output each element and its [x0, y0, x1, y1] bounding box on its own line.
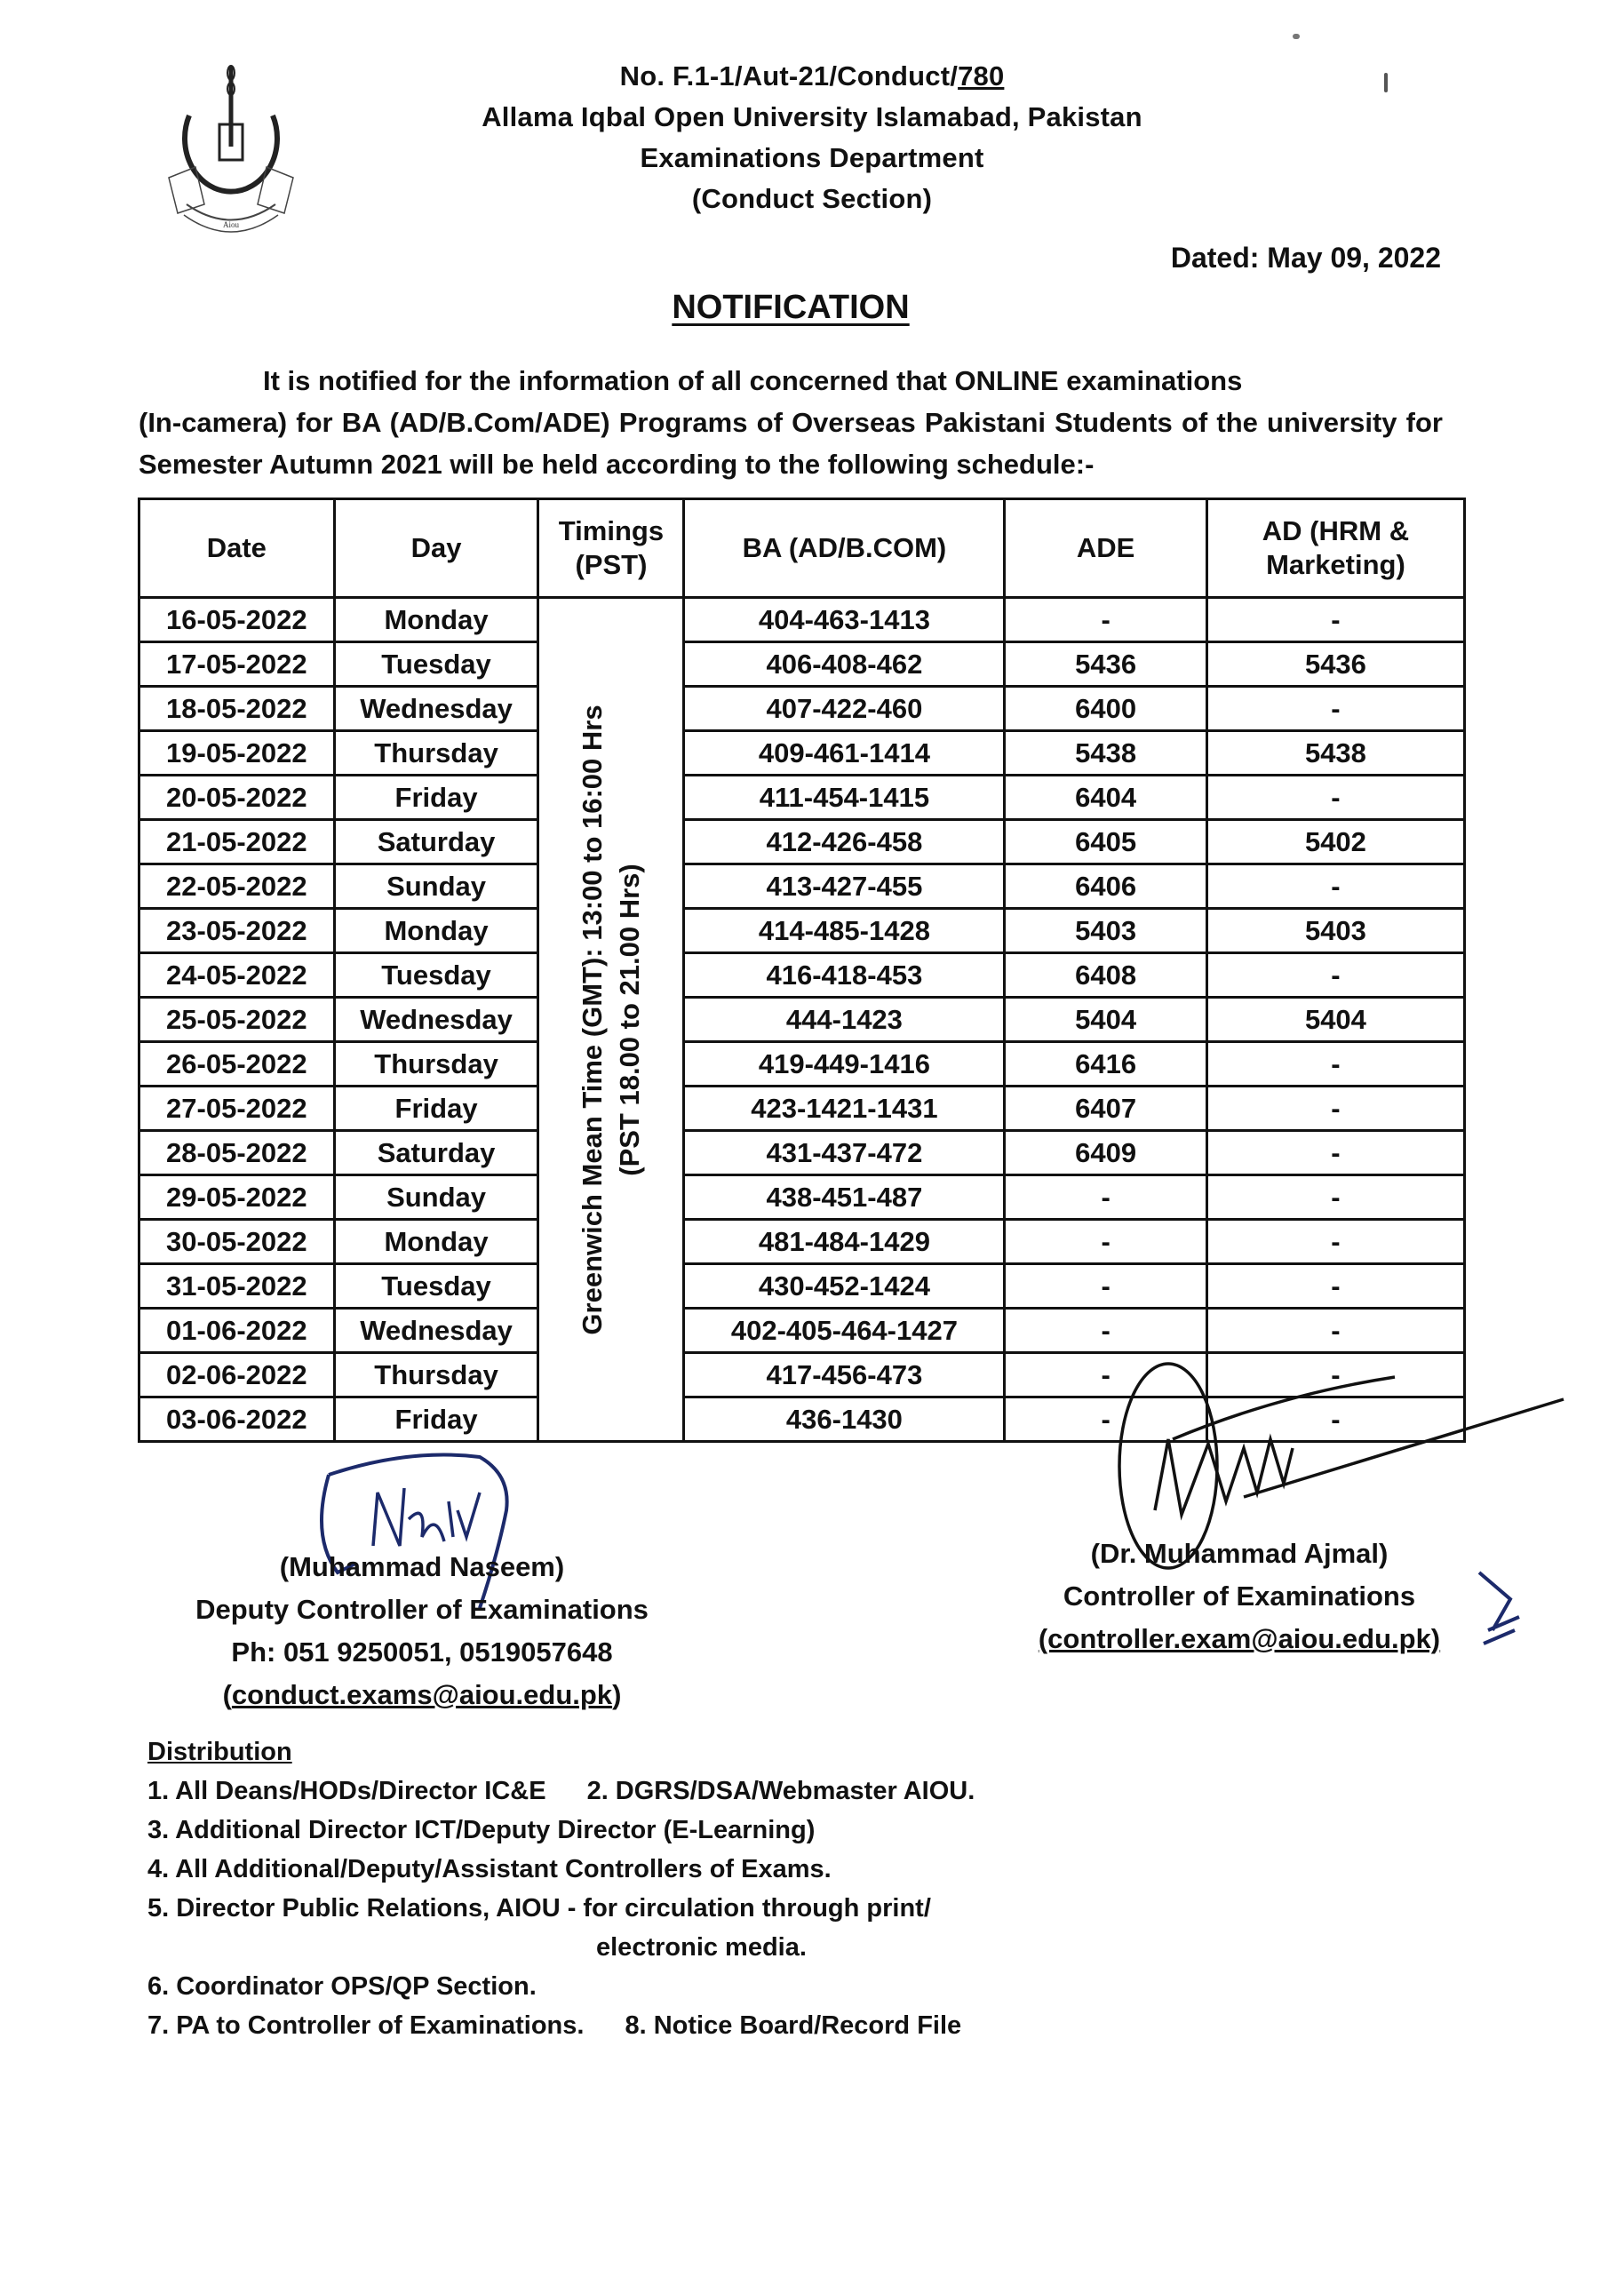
exam-schedule-table — [138, 498, 1466, 1443]
reference-prefix: No. F.1-1/Aut-21/Conduct/ — [619, 60, 959, 92]
cell-date: 25-05-2022 — [139, 998, 335, 1042]
signatory-name: (Dr. Muhammad Ajmal) — [1090, 1538, 1389, 1569]
distribution-item: 1. All Deans/HODs/Director IC&E — [147, 1777, 546, 1805]
cell-ba: 407-422-460 — [684, 687, 1005, 731]
distribution-item: 2. DGRS/DSA/Webmaster AIOU. — [586, 1777, 975, 1805]
signatory-name: (Muhammad Naseem) — [279, 1551, 565, 1582]
cell-ad: - — [1206, 953, 1464, 998]
controller-block — [1031, 1533, 1448, 1660]
cell-ade: 5404 — [1005, 998, 1207, 1042]
cell-date: 03-06-2022 — [139, 1397, 335, 1442]
cell-day: Tuesday — [334, 642, 538, 687]
table-row — [139, 998, 1465, 1042]
table-row — [139, 909, 1465, 953]
cell-day: Thursday — [334, 1353, 538, 1397]
svg-text:Aiou: Aiou — [223, 220, 239, 229]
cell-ade: - — [1005, 1397, 1207, 1442]
paren-open: ( — [222, 1679, 232, 1710]
scan-mark — [1384, 73, 1388, 92]
cell-ba: 436-1430 — [684, 1397, 1005, 1442]
cell-ad: - — [1206, 687, 1464, 731]
signatory-email-link[interactable]: (controller.exam@aiou.edu.pk) — [1038, 1623, 1441, 1654]
column-header-timings: Timings (PST) — [538, 499, 684, 598]
cell-ad: - — [1206, 1264, 1464, 1309]
cell-day: Tuesday — [334, 953, 538, 998]
table-row — [139, 953, 1465, 998]
cell-ade: 6400 — [1005, 687, 1207, 731]
table-row — [139, 1220, 1465, 1264]
timing-note — [574, 705, 649, 1334]
department-name: Examinations Department — [640, 142, 984, 173]
cell-date: 16-05-2022 — [139, 598, 335, 642]
distribution-item: 4. All Additional/Deputy/Assistant Controllers of Exams. — [147, 1855, 832, 1883]
cell-day: Monday — [334, 909, 538, 953]
cell-date: 22-05-2022 — [139, 864, 335, 909]
paren-close: ) — [612, 1679, 622, 1710]
column-header-ade: ADE — [1005, 499, 1207, 598]
cell-ade: 6409 — [1005, 1131, 1207, 1175]
cell-ad: - — [1206, 1087, 1464, 1131]
deputy-controller-block — [133, 1546, 711, 1716]
cell-ba: 416-418-453 — [684, 953, 1005, 998]
cell-ba: 431-437-472 — [684, 1131, 1005, 1175]
cell-ade: 6416 — [1005, 1042, 1207, 1087]
distribution-title: Distribution — [147, 1738, 292, 1766]
cell-ade: 6408 — [1005, 953, 1207, 998]
cell-date: 21-05-2022 — [139, 820, 335, 864]
cell-day: Tuesday — [334, 1264, 538, 1309]
cell-date: 17-05-2022 — [139, 642, 335, 687]
cell-date: 23-05-2022 — [139, 909, 335, 953]
cell-day: Wednesday — [334, 687, 538, 731]
cell-ade: 6406 — [1005, 864, 1207, 909]
cell-ade: - — [1005, 1264, 1207, 1309]
table-row — [139, 642, 1465, 687]
table-row — [139, 598, 1465, 642]
cell-ba: 438-451-487 — [684, 1175, 1005, 1220]
cell-ade: - — [1005, 1353, 1207, 1397]
distribution-item: 5. Director Public Relations, AIOU - for circulation through print/ — [147, 1894, 931, 1923]
cell-ba: 406-408-462 — [684, 642, 1005, 687]
cell-ba: 419-449-1416 — [684, 1042, 1005, 1087]
cell-date: 29-05-2022 — [139, 1175, 335, 1220]
distribution-item: 7. PA to Controller of Examinations. — [147, 2011, 585, 2040]
cell-date: 19-05-2022 — [139, 731, 335, 776]
column-header-ba: BA (AD/B.COM) — [684, 499, 1005, 598]
column-header-date: Date — [139, 499, 335, 598]
table-row — [139, 1175, 1465, 1220]
table-header-row — [139, 499, 1465, 598]
cell-ba: 414-485-1428 — [684, 909, 1005, 953]
table-row — [139, 864, 1465, 909]
cell-ad: - — [1206, 1353, 1464, 1397]
cell-ba: 402-405-464-1427 — [684, 1309, 1005, 1353]
cell-ad: - — [1206, 1397, 1464, 1442]
table-row — [139, 1264, 1465, 1309]
cell-ad: - — [1206, 1175, 1464, 1220]
cell-day: Sunday — [334, 1175, 538, 1220]
table-row — [139, 1042, 1465, 1087]
cell-date: 24-05-2022 — [139, 953, 335, 998]
distribution-item: 3. Additional Director ICT/Deputy Director (E-Learning) — [147, 1816, 816, 1844]
cell-date: 28-05-2022 — [139, 1131, 335, 1175]
signatory-designation: Deputy Controller of Examinations — [195, 1594, 649, 1625]
timing-note-pst: (PST 18.00 to 21.00 Hrs) — [613, 863, 645, 1176]
cell-day: Thursday — [334, 731, 538, 776]
cell-date: 01-06-2022 — [139, 1309, 335, 1353]
scan-mark — [1293, 34, 1300, 39]
table-row — [139, 687, 1465, 731]
cell-ad: 5436 — [1206, 642, 1464, 687]
cell-ad: - — [1206, 1131, 1464, 1175]
cell-ade: 6405 — [1005, 820, 1207, 864]
cell-day: Thursday — [334, 1042, 538, 1087]
signatory-designation: Controller of Examinations — [1063, 1580, 1416, 1612]
university-name: Allama Iqbal Open University Islamabad, Pakistan — [482, 101, 1142, 132]
cell-ade: - — [1005, 1309, 1207, 1353]
cell-date: 26-05-2022 — [139, 1042, 335, 1087]
timing-note-gmt: Greenwich Mean Time (GMT): 13:00 to 16:00 Hrs — [576, 704, 608, 1335]
cell-date: 31-05-2022 — [139, 1264, 335, 1309]
cell-day: Saturday — [334, 1131, 538, 1175]
cell-ade: 5403 — [1005, 909, 1207, 953]
cell-date: 18-05-2022 — [139, 687, 335, 731]
signatory-phone: Ph: 051 9250051, 0519057648 — [231, 1636, 613, 1668]
cell-ba: 417-456-473 — [684, 1353, 1005, 1397]
cell-ad: - — [1206, 776, 1464, 820]
initial-mark-icon — [1475, 1568, 1528, 1661]
cell-ba: 404-463-1413 — [684, 598, 1005, 642]
section-name: (Conduct Section) — [691, 183, 933, 214]
table-row — [139, 731, 1465, 776]
distribution-row — [147, 2006, 975, 2045]
distribution-item: 6. Coordinator OPS/QP Section. — [147, 1972, 537, 2001]
cell-ad: - — [1206, 864, 1464, 909]
cell-ad: - — [1206, 1220, 1464, 1264]
cell-ade: 5436 — [1005, 642, 1207, 687]
cell-day: Wednesday — [334, 1309, 538, 1353]
cell-ad: - — [1206, 598, 1464, 642]
table-row — [139, 1131, 1465, 1175]
cell-day: Friday — [334, 776, 538, 820]
distribution-list — [147, 1732, 975, 2045]
cell-day: Friday — [334, 1397, 538, 1442]
cell-ade: - — [1005, 598, 1207, 642]
cell-ba: 423-1421-1431 — [684, 1087, 1005, 1131]
reference-suffix: 780 — [958, 60, 1005, 92]
cell-ba: 444-1423 — [684, 998, 1005, 1042]
cell-ade: 6407 — [1005, 1087, 1207, 1131]
cell-ba: 481-484-1429 — [684, 1220, 1005, 1264]
distribution-row — [147, 1771, 975, 1811]
cell-ad: - — [1206, 1042, 1464, 1087]
cell-ade: - — [1005, 1175, 1207, 1220]
table-row — [139, 1087, 1465, 1131]
distribution-item: 8. Notice Board/Record File — [625, 2011, 962, 2040]
paragraph-line-1: It is notified for the information of all concerned that ONLINE examinations — [263, 365, 1243, 396]
table-row — [139, 820, 1465, 864]
cell-date: 30-05-2022 — [139, 1220, 335, 1264]
cell-ad: 5402 — [1206, 820, 1464, 864]
distribution-item-continuation: electronic media. — [596, 1933, 807, 1962]
cell-ade: 5438 — [1005, 731, 1207, 776]
cell-ade: 6404 — [1005, 776, 1207, 820]
cell-day: Sunday — [334, 864, 538, 909]
cell-date: 20-05-2022 — [139, 776, 335, 820]
cell-day: Friday — [334, 1087, 538, 1131]
cell-ad: 5404 — [1206, 998, 1464, 1042]
cell-day: Saturday — [334, 820, 538, 864]
date-line: Dated: May 09, 2022 — [1170, 242, 1441, 274]
column-header-day: Day — [334, 499, 538, 598]
cell-ba: 409-461-1414 — [684, 731, 1005, 776]
cell-ba: 430-452-1424 — [684, 1264, 1005, 1309]
cell-ad: 5438 — [1206, 731, 1464, 776]
cell-day: Monday — [334, 598, 538, 642]
notification-paragraph — [139, 360, 1443, 485]
timing-merged-cell — [538, 598, 684, 1442]
signatory-email-line — [133, 1674, 711, 1716]
paragraph-rest: (In-camera) for BA (AD/B.Com/ADE) Programs of Overseas Pakistani Students of the university for Semester Autumn 2021 will be held according to the following schedule:- — [139, 407, 1443, 480]
table-row — [139, 1309, 1465, 1353]
signatory-email-link[interactable]: conduct.exams@aiou.edu.pk — [231, 1679, 613, 1710]
cell-date: 27-05-2022 — [139, 1087, 335, 1131]
reference-number — [0, 60, 1624, 92]
page-title: NOTIFICATION — [672, 289, 910, 326]
cell-ad: 5403 — [1206, 909, 1464, 953]
cell-ad: - — [1206, 1309, 1464, 1353]
cell-ba: 413-427-455 — [684, 864, 1005, 909]
cell-date: 02-06-2022 — [139, 1353, 335, 1397]
cell-ba: 412-426-458 — [684, 820, 1005, 864]
table-row — [139, 776, 1465, 820]
cell-day: Monday — [334, 1220, 538, 1264]
cell-ba: 411-454-1415 — [684, 776, 1005, 820]
column-header-ad: AD (HRM & Marketing) — [1206, 499, 1464, 598]
cell-day: Wednesday — [334, 998, 538, 1042]
cell-ade: - — [1005, 1220, 1207, 1264]
